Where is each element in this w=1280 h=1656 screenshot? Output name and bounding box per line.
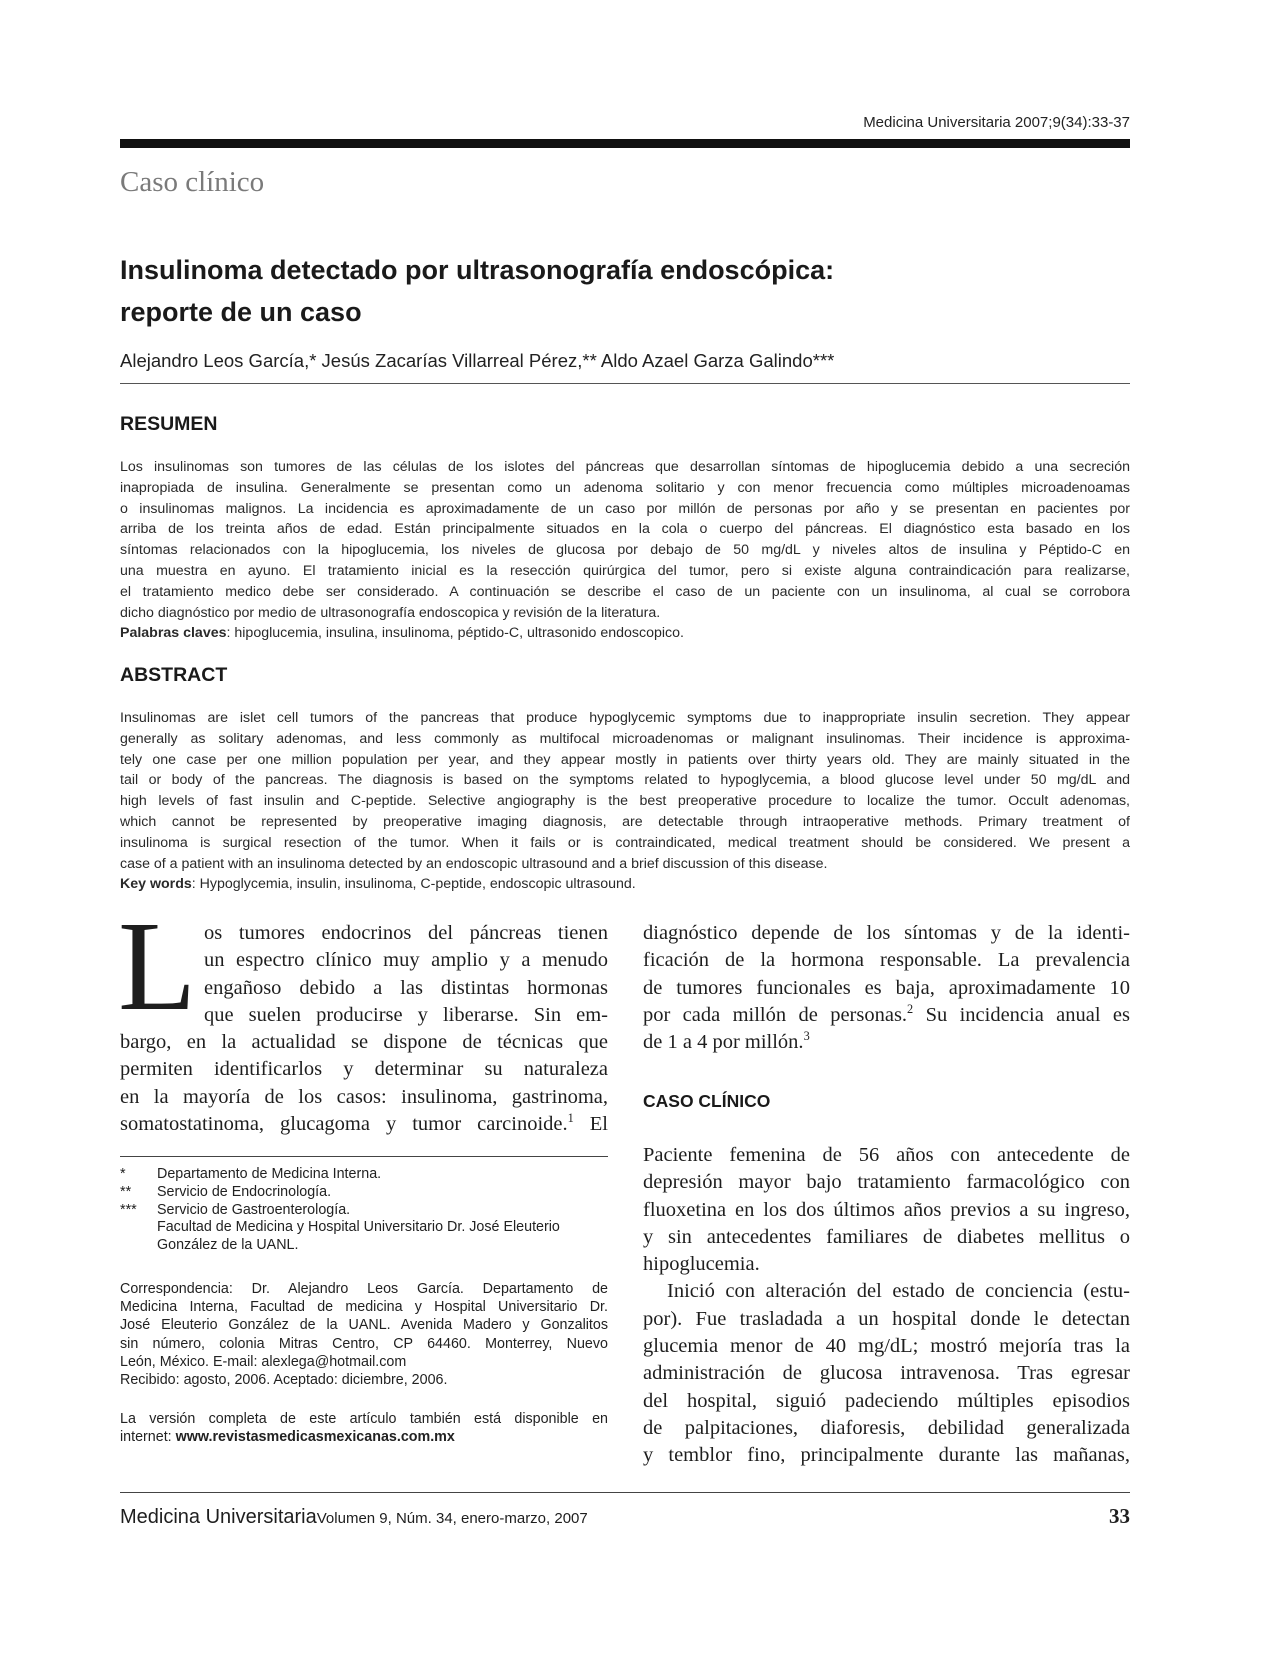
reference-marker: 2: [907, 1002, 914, 1017]
abstract-line: high levels of fast insulin and C-peptide. Selective angiography is the best preoperative procedure to localize the tumor. Occult adenomas,: [120, 793, 1130, 810]
body-line: del hospital, siguió padeciendo múltiples episodios: [643, 1389, 1130, 1412]
top-rule: [120, 139, 1130, 148]
abstract-line: tail or body of the pancreas. The diagnosis is based on the symptoms related to hypoglycemia, a blood glucose level under 50 mg/dL and: [120, 772, 1130, 789]
body-line: ficación de la hormona responsable. La prevalencia: [643, 949, 1130, 972]
body-text: de 1 a 4 por millón.: [643, 1031, 804, 1054]
caso-clinico-heading: CASO CLÍNICO: [643, 1091, 771, 1111]
resumen-body: [120, 457, 1130, 644]
body-line: Inició con alteración del estado de conciencia (estu-: [667, 1280, 1130, 1303]
keywords-label: Palabras claves: [120, 625, 227, 642]
availability-prefix: internet:: [120, 1429, 176, 1446]
resumen-line: síntomas relacionados con la hipoglucemia, los niveles de glucosa por debajo de 50 mg/dL y niveles altos de insulina y Péptido-C en: [120, 542, 1130, 559]
abstract-line: tely one case per one million population per year, and they appear mostly in patients over thirty years old. They are mainly situated in the: [120, 751, 1130, 768]
correspondence-line: sin número, colonia Mitras Centro, CP 64460. Monterrey, Nuevo: [120, 1335, 608, 1352]
footer-journal-name: Medicina Universitaria: [120, 1506, 317, 1528]
footnotes: [120, 1166, 608, 1255]
abstract-body: [120, 708, 1130, 895]
body-right-column: [643, 920, 1130, 1056]
body-line: que suelen producirse y liberarse. Sin em-: [204, 1003, 608, 1026]
footer-rule: [120, 1492, 1130, 1493]
body-line: [643, 1002, 1130, 1029]
availability-note: [120, 1410, 608, 1446]
keywords-label: Key words: [120, 876, 192, 893]
resumen-line: inapropiada de insulina. Generalmente se presentan como un adenoma solitario y con menor frecuencia como múltiples microadenoamas: [120, 479, 1130, 496]
correspondence-line: Medicina Interna, Facultad de medicina y Hospital Universitario Dr.: [120, 1299, 608, 1316]
keywords-text: : Hypoglycemia, insulin, insulinoma, C-peptide, endoscopic ultrasound.: [191, 876, 636, 893]
keywords-text: : hipoglucemia, insulina, insulinoma, péptido-C, ultrasonido endoscopico.: [226, 625, 684, 642]
body-line: os tumores endocrinos del páncreas tienen: [204, 922, 608, 944]
body-text: Su incidencia anual es: [913, 1003, 1130, 1026]
running-head: Medicina Universitaria 2007;9(34):33-37: [863, 114, 1130, 131]
body-line: hipoglucemia.: [643, 1253, 760, 1276]
footnote-text: Servicio de Gastroenterología.: [157, 1201, 351, 1218]
title-line: Insulinoma detectado por ultrasonografía endoscópica:: [120, 255, 835, 285]
correspondence-line: León, México. E-mail: alexlega@hotmail.com: [120, 1353, 407, 1370]
abstract-line: Insulinomas are islet cell tumors of the pancreas that produce hypoglycemic symptoms due to inappropriate insulin secretion. They appear: [120, 710, 1130, 726]
body-left-column: [120, 920, 608, 1138]
abstract-line: case of a patient with an insulinoma detected by an endoscopic ultrasound and a brief discussion of this disease.: [120, 855, 828, 872]
resumen-line: Los insulinomas son tumores de las células de los islotes del páncreas que desarrollan síntomas de hipoglucemia debido a una secreción: [120, 459, 1130, 475]
footnote-text: Servicio de Endocrinología.: [157, 1183, 332, 1200]
body-line: [643, 1029, 1130, 1056]
resumen-line: una muestra en ayuno. El tratamiento inicial es la resección quirúrgica del tumor, pero si existe alguna contraindicación para realizarse,: [120, 562, 1130, 579]
footnote-rule: [120, 1156, 608, 1157]
body-line: por). Fue trasladada a un hospital donde le detectan: [643, 1307, 1130, 1330]
body-line: glucemia menor de 40 mg/dL; mostró mejoría tras la: [643, 1335, 1130, 1358]
body-text: El: [573, 1113, 608, 1136]
body-line: y temblor fino, principalmente durante las mañanas,: [643, 1444, 1130, 1467]
body-line: administración de glucosa intravenosa. Tras egresar: [643, 1362, 1130, 1385]
abstract-keywords: [120, 874, 1130, 895]
resumen-line: el tratamiento medico debe ser considerado. A continuación se describe el caso de un paciente con un insulinoma, al cual se corrobora: [120, 583, 1130, 600]
correspondence: [120, 1280, 608, 1389]
footnote-mark: ***: [120, 1201, 137, 1218]
resumen-line: dicho diagnóstico por medio de ultrasonografía endoscopica y revisión de la literatura.: [120, 604, 661, 621]
drop-cap: L: [118, 895, 197, 1037]
resumen-heading: RESUMEN: [120, 413, 218, 435]
body-line: fluoxetina en los dos últimos años previos a su ingreso,: [643, 1198, 1130, 1221]
availability-line: [120, 1428, 608, 1446]
body-text: somatostatinoma, glucagoma y tumor carcinoide.: [120, 1113, 568, 1136]
resumen-keywords: [120, 623, 1130, 644]
body-line: engañoso debido a las distintas hormonas: [204, 976, 608, 999]
body-line: y sin antecedentes familiares de diabetes mellitus o: [643, 1225, 1130, 1248]
footnote-item: [120, 1166, 608, 1184]
footnote-mark: *: [120, 1166, 126, 1182]
availability-line: La versión completa de este artículo también está disponible en: [120, 1411, 608, 1427]
correspondence-line: José Eleuterio González de la UANL. Avenida Madero y Gonzalitos: [120, 1317, 608, 1334]
abstract-line: generally as solitary adenomas, and less commonly as multifocal microadenomas or malignant insulinomas. Their incidence is approxima-: [120, 730, 1130, 747]
journal-url-link[interactable]: www.revistasmedicasmexicanas.com.mx: [175, 1429, 455, 1446]
body-line: [120, 1111, 608, 1138]
author-list: Alejandro Leos García,* Jesús Zacarías Villarreal Pérez,** Aldo Azael Garza Galindo***: [120, 350, 835, 371]
body-line: en la mayoría de los casos: insulinoma, gastrinoma,: [120, 1085, 608, 1108]
section-label: Caso clínico: [120, 166, 265, 198]
footer-issue: Volumen 9, Núm. 34, enero-marzo, 2007: [316, 1510, 588, 1527]
body-line: de palpitaciones, diaforesis, debilidad generalizada: [643, 1416, 1130, 1439]
authors-rule: [120, 383, 1130, 384]
title-line: reporte de un caso: [120, 297, 362, 327]
footnote-item: [120, 1184, 608, 1202]
article-title: [120, 249, 1130, 333]
body-line: de tumores funcionales es baja, aproximadamente 10: [643, 976, 1130, 999]
body-line: Paciente femenina de 56 años con antecedente de: [643, 1144, 1130, 1166]
affiliation-line: Facultad de Medicina y Hospital Universitario Dr. José Eleuterio: [157, 1219, 560, 1236]
body-line: diagnóstico depende de los síntomas y de la identi-: [643, 922, 1130, 944]
received-accepted-line: Recibido: agosto, 2006. Aceptado: diciembre, 2006.: [120, 1372, 448, 1389]
footer-journal: [120, 1506, 588, 1529]
correspondence-line: Correspondencia: Dr. Alejandro Leos García. Departamento de: [120, 1281, 608, 1297]
reference-marker: 1: [567, 1111, 574, 1126]
footnote-text: Departamento de Medicina Interna.: [157, 1166, 382, 1182]
case-report-text: [643, 1142, 1130, 1470]
resumen-line: o insulinomas malignos. La incidencia es aproximadamente de un caso por millón de personas por año y se presentan en pacientes por: [120, 500, 1130, 517]
affiliation-line: González de la UANL.: [157, 1237, 299, 1254]
reference-marker: 3: [803, 1029, 810, 1044]
body-line: permiten identificarlos y determinar su naturaleza: [120, 1058, 608, 1081]
abstract-heading: ABSTRACT: [120, 664, 228, 686]
resumen-line: arriba de los treinta años de edad. Están principalmente situados en la cola o cuerpo del páncreas. El diagnóstico esta basado en los: [120, 521, 1130, 538]
abstract-line: insulinoma is surgical resection of the tumor. When it fails or is contraindicated, medical treatment should be considered. We present a: [120, 834, 1130, 851]
body-text: por cada millón de personas.: [643, 1003, 908, 1026]
body-line: depresión mayor bajo tratamiento farmacológico con: [643, 1171, 1130, 1194]
abstract-line: which cannot be represented by preoperative imaging diagnosis, are detectable through intraoperative methods. Primary treatment of: [120, 813, 1130, 830]
footnote-item: [120, 1202, 608, 1220]
body-line: un espectro clínico muy amplio y a menudo: [204, 949, 608, 972]
body-line: bargo, en la actualidad se dispone de técnicas que: [120, 1031, 608, 1054]
footnote-mark: **: [120, 1183, 132, 1200]
page-number: 33: [1109, 1504, 1130, 1528]
